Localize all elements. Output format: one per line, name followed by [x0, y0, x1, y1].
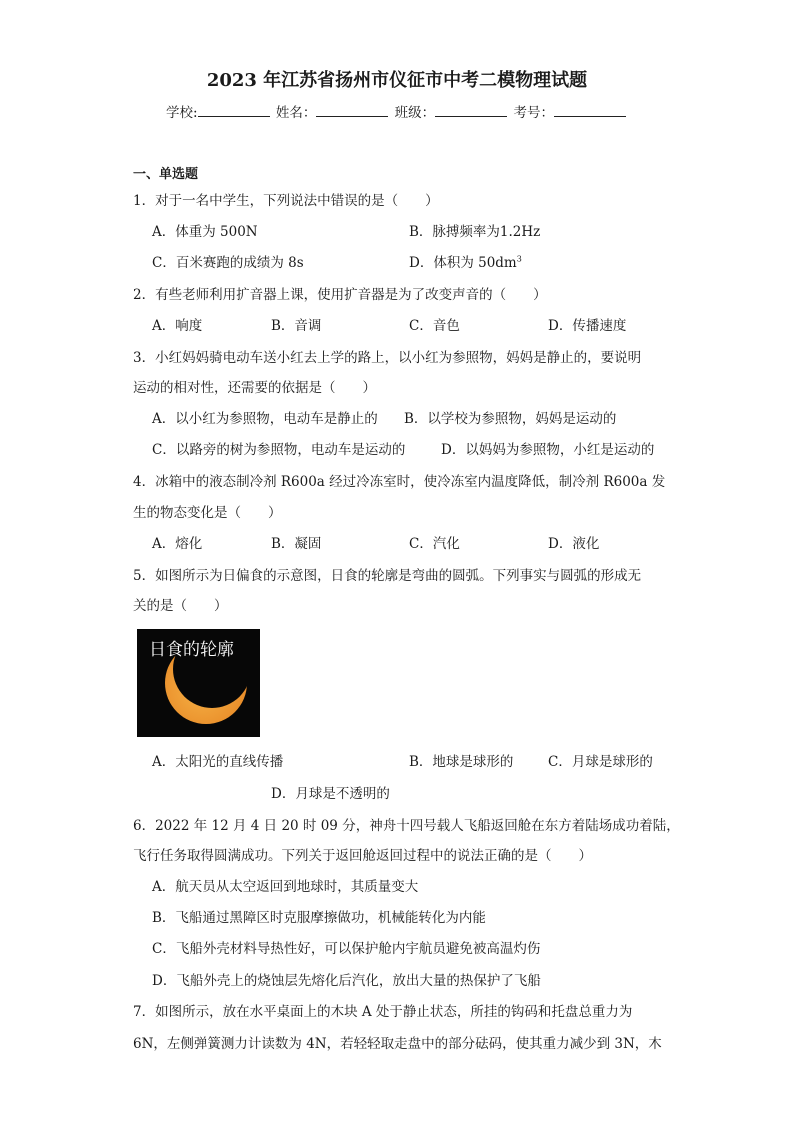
q4-stem-line-1: 4．冰箱中的液态制冷剂 R600a 经过冷冻室时，使冷冻室内温度降低，制冷剂 R600a 发 [133, 474, 666, 490]
exam-title: 2023 年江苏省扬州市仪征市中考二模物理试题 [206, 70, 588, 91]
q5-option-a: A．太阳光的直线传播 [152, 754, 284, 770]
class-blank[interactable] [435, 102, 507, 117]
eclipse-figure [137, 629, 260, 737]
q2-stem: 2．有些老师利用扩音器上课，使用扩音器是为了改变声音的（ ） [133, 287, 547, 303]
q4-option-a: A．熔化 [152, 536, 203, 552]
q2-option-c: C．音色 [409, 318, 460, 334]
school-blank[interactable] [198, 102, 270, 117]
q1-option-b: B．脉搏频率为1.2Hz [409, 224, 541, 240]
q1-option-a: A．体重为 500N [152, 224, 258, 240]
q7-stem-line-2: 6N，左侧弹簧测力计读数为 4N，若轻轻取走盘中的部分砝码，使其重力减少到 3N，木 [133, 1036, 662, 1052]
q5-option-c: C．月球是球形的 [548, 754, 653, 770]
q6-stem-line-1: 6．2022 年 12 月 4 日 20 时 09 分，神舟十四号载人飞船返回舱在东方着陆场成功着陆， [133, 818, 680, 834]
q2-option-a: A．响度 [152, 318, 203, 334]
q6-stem-line-2: 飞行任务取得圆满成功。下列关于返回舱返回过程中的说法正确的是（ ） [133, 848, 592, 864]
q3-stem-line-1: 3．小红妈妈骑电动车送小红去上学的路上，以小红为参照物，妈妈是静止的，要说明 [133, 350, 642, 366]
q1-option-d-text: D．体积为 50dm [409, 255, 517, 271]
eclipse-caption: 日食的轮廓 [149, 640, 234, 660]
student-info-row [0, 102, 794, 123]
q5-stem-line-1: 5．如图所示为日偏食的示意图，日食的轮廓是弯曲的圆弧。下列事实与圆弧的形成无 [133, 568, 642, 584]
id-label: 考号： [513, 105, 554, 121]
school-label: 学校: [166, 105, 198, 121]
section-heading: 一、单选题 [133, 167, 199, 182]
q4-option-c: C．汽化 [409, 536, 460, 552]
q4-stem-line-2: 生的物态变化是（ ） [133, 505, 282, 521]
q3-option-a: A．以小红为参照物，电动车是静止的 [152, 411, 378, 427]
q1-stem: 1．对于一名中学生，下列说法中错误的是（ ） [133, 193, 439, 209]
q1-option-d-sup: 3 [516, 254, 522, 264]
id-blank[interactable] [554, 102, 626, 117]
q5-stem-line-2: 关的是（ ） [133, 598, 228, 614]
q3-option-b: B．以学校为参照物，妈妈是运动的 [404, 411, 617, 427]
q1-option-d [409, 252, 522, 274]
q5-option-d: D．月球是不透明的 [271, 786, 390, 802]
name-blank[interactable] [316, 102, 388, 117]
q2-option-b: B．音调 [271, 318, 322, 334]
q7-stem-line-1: 7．如图所示，放在水平桌面上的木块 A 处于静止状态，所挂的钩码和托盘总重力为 [133, 1004, 633, 1020]
q6-option-b: B．飞船通过黑障区时克服摩擦做功，机械能转化为内能 [152, 910, 486, 926]
q2-option-d: D．传播速度 [548, 318, 627, 334]
name-label: 姓名： [275, 105, 317, 121]
q3-option-d: D．以妈妈为参照物，小红是运动的 [441, 442, 655, 458]
q4-option-b: B．凝固 [271, 536, 322, 552]
q4-option-d: D．液化 [548, 536, 600, 552]
q6-option-c: C．飞船外壳材料导热性好，可以保护舱内宇航员避免被高温灼伤 [152, 941, 541, 957]
q5-option-b: B．地球是球形的 [409, 754, 514, 770]
q1-option-c: C．百米赛跑的成绩为 8s [152, 255, 304, 271]
q3-option-c: C．以路旁的树为参照物，电动车是运动的 [152, 442, 406, 458]
class-label: 班级： [394, 105, 436, 121]
q6-option-d: D．飞船外壳上的烧蚀层先熔化后汽化，放出大量的热保护了飞船 [152, 973, 541, 989]
q3-stem-line-2: 运动的相对性，还需要的依据是（ ） [133, 380, 376, 396]
q6-option-a: A．航天员从太空返回到地球时，其质量变大 [152, 879, 419, 895]
